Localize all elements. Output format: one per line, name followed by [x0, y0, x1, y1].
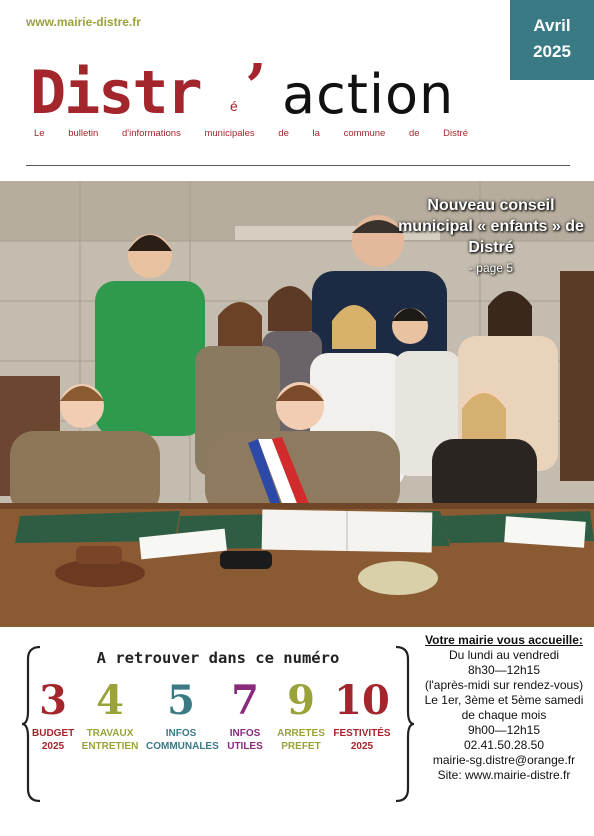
- mairie-info-heading: Votre mairie vous accueille:: [425, 633, 583, 647]
- title-apostrophe: ’: [245, 50, 267, 123]
- toc-label: ENTRETIEN: [81, 741, 139, 752]
- afternoon-note: (l'après-midi sur rendez-vous): [424, 678, 584, 692]
- mairie-info: [416, 633, 592, 783]
- title-distr: Distr: [30, 58, 201, 128]
- toc-label: UTILES: [227, 741, 263, 752]
- toc-label: 2025: [41, 741, 65, 752]
- toc-label: INFOS: [229, 728, 261, 739]
- header-divider: [26, 165, 570, 166]
- toc-label: TRAVAUX: [86, 728, 134, 739]
- cover-photo: [0, 181, 594, 627]
- toc-page-number: 5: [167, 677, 195, 724]
- toc-item-arretes[interactable]: [272, 679, 330, 753]
- toc-label: BUDGET: [32, 728, 75, 739]
- toc-label: PREFET: [281, 741, 321, 752]
- website-url[interactable]: www.mairie-distre.fr: [26, 15, 141, 29]
- right-brace-icon: [392, 645, 414, 803]
- toc-item-budget[interactable]: [32, 679, 74, 753]
- title-small-e: é: [230, 98, 238, 114]
- title-action: action: [282, 63, 455, 126]
- cover-caption-page: - page 5: [468, 261, 514, 275]
- toc-item-infos-communales[interactable]: [146, 677, 219, 753]
- saturday-line-2: de chaque mois: [461, 708, 547, 722]
- toc-item-travaux[interactable]: [78, 679, 142, 753]
- toc-page-number: 4: [96, 677, 124, 724]
- cover-caption-title: Nouveau conseil municipal « enfants » de Distré: [398, 197, 584, 256]
- newsletter-subtitle: Le bulletin d'informations municipales de la commune de Distré: [34, 128, 468, 139]
- toc-page-number: 7: [231, 677, 259, 724]
- opening-days: Du lundi au vendredi: [448, 648, 560, 662]
- issue-date-box: [510, 0, 594, 80]
- toc-label: FESTIVITÉS: [333, 728, 391, 739]
- toc-label: ARRETES: [277, 728, 325, 739]
- toc-label: INFOS: [165, 728, 197, 739]
- issue-year: 2025: [533, 42, 571, 61]
- saturday-hours: 9h00—12h15: [467, 723, 541, 737]
- toc-label: COMMUNALES: [146, 741, 219, 752]
- table-of-contents: [22, 645, 414, 805]
- email-address[interactable]: mairie-sg.distre@orange.fr: [432, 753, 576, 767]
- toc-page-number: 3: [39, 677, 67, 724]
- toc-title: A retrouver dans ce numéro: [96, 649, 340, 667]
- toc-page-number: 10: [334, 677, 390, 724]
- cover-caption: [396, 195, 586, 276]
- saturday-line: Le 1er, 3ème et 5ème samedi: [424, 693, 584, 707]
- issue-month: Avril: [533, 16, 571, 35]
- toc-page-number: 9: [287, 677, 315, 724]
- site-address[interactable]: Site: www.mairie-distre.fr: [437, 768, 571, 782]
- toc-item-infos-utiles[interactable]: [222, 679, 268, 753]
- phone-number[interactable]: 02.41.50.28.50: [463, 738, 545, 752]
- toc-item-festivites[interactable]: [330, 679, 394, 753]
- opening-hours: 8h30—12h15: [467, 663, 541, 677]
- toc-label: 2025: [350, 741, 374, 752]
